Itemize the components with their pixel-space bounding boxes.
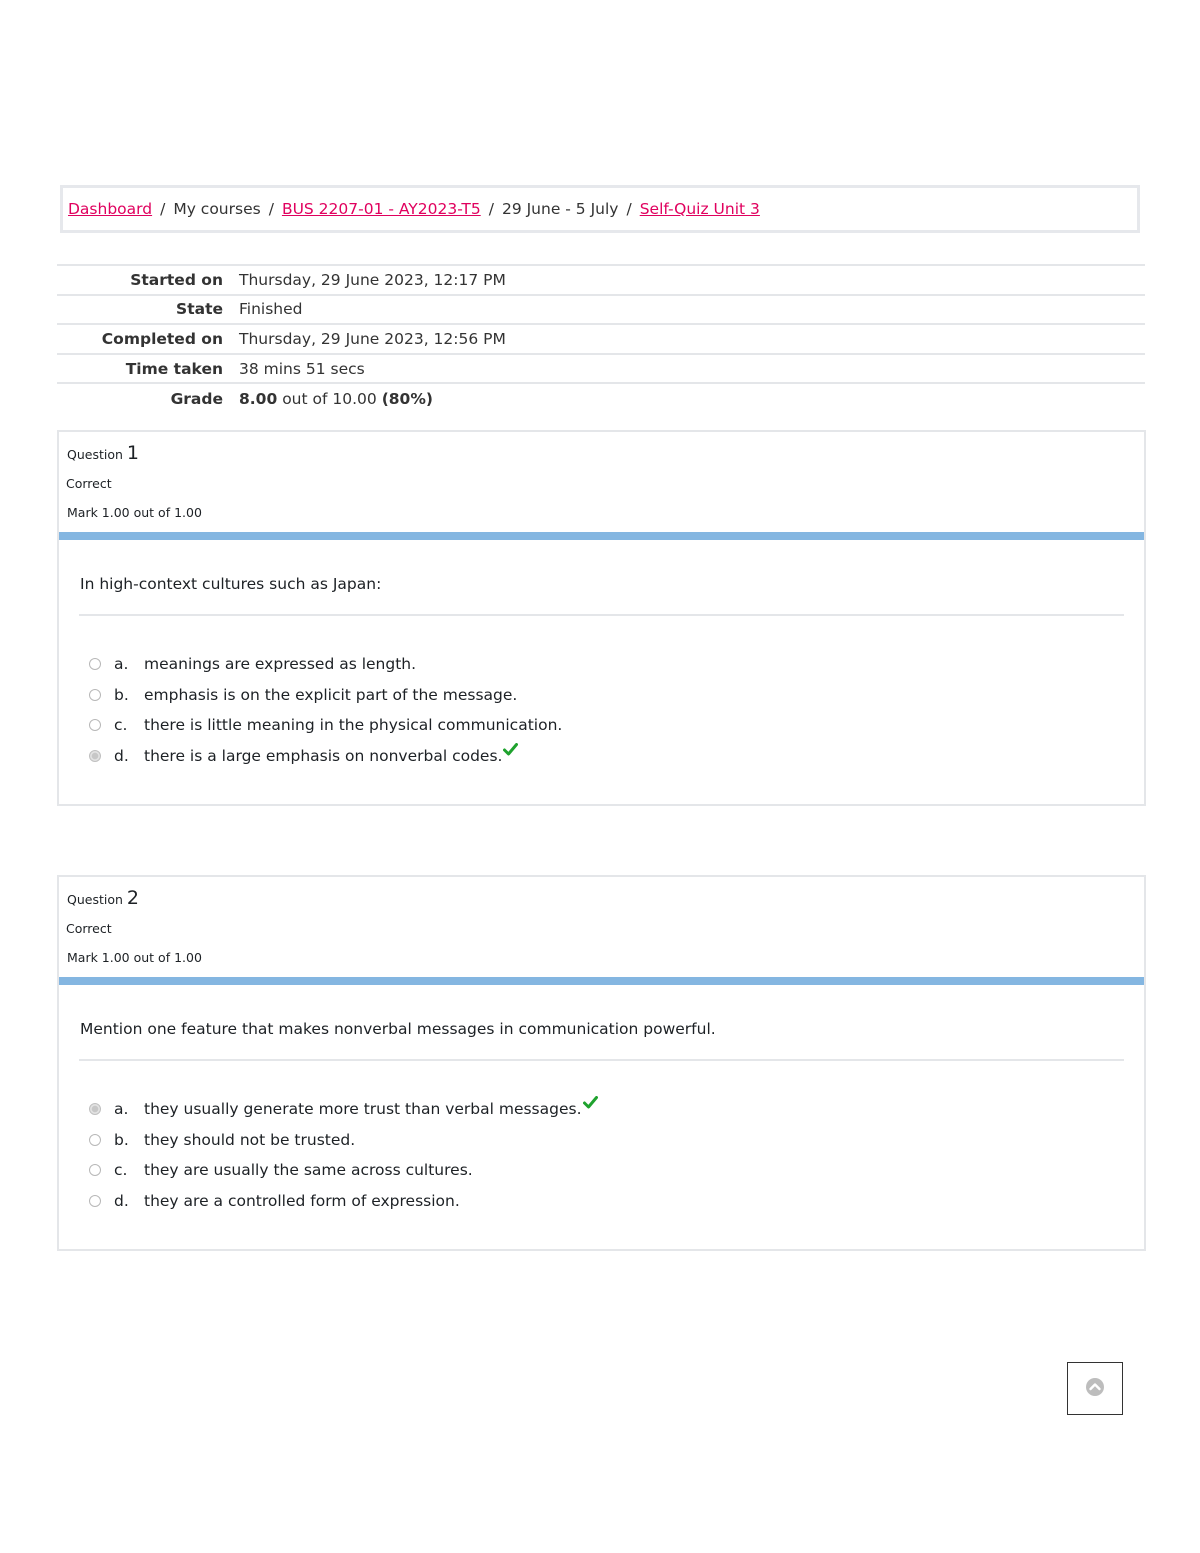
check-icon <box>503 742 518 760</box>
question-number-value: 2 <box>126 887 140 909</box>
answer-letter: d. <box>114 1192 129 1211</box>
answer-text: they are a controlled form of expression. <box>144 1192 460 1211</box>
summary-row-time <box>57 354 1145 384</box>
breadcrumb-quiz[interactable]: Self-Quiz Unit 3 <box>639 200 760 218</box>
grade-percent: (80%) <box>381 389 433 408</box>
breadcrumb-separator: / <box>268 200 274 218</box>
grade-value: 8.00 <box>239 389 278 408</box>
breadcrumb-course[interactable]: BUS 2207-01 - AY2023-T5 <box>281 200 481 218</box>
question-mark: Mark 1.00 out of 1.00 <box>67 505 202 520</box>
completed-value: Thursday, 29 June 2023, 12:56 PM <box>239 329 506 348</box>
answer-letter: a. <box>114 1100 129 1119</box>
breadcrumb-my-courses: My courses <box>173 200 261 218</box>
question-info <box>59 432 1144 532</box>
radio-button[interactable] <box>89 658 101 670</box>
radio-button[interactable] <box>89 719 101 731</box>
question-text: In high-context cultures such as Japan: <box>80 575 382 593</box>
breadcrumb-separator: / <box>488 200 494 218</box>
radio-button[interactable] <box>89 689 101 701</box>
breadcrumb-dashboard[interactable]: Dashboard <box>68 200 153 218</box>
question-label: Question <box>67 892 123 907</box>
answer-list <box>89 649 1124 771</box>
question-info <box>59 877 1144 977</box>
answer-text: emphasis is on the explicit part of the message. <box>144 685 518 704</box>
breadcrumb <box>60 185 1140 233</box>
question-label: Question <box>67 447 123 462</box>
check-icon <box>583 1095 598 1113</box>
radio-button[interactable] <box>89 1195 101 1207</box>
summary-row-grade <box>57 383 1145 413</box>
summary-row-started <box>57 265 1145 295</box>
grade-value-cell <box>239 383 1145 413</box>
state-label: State <box>176 300 223 319</box>
answer-text: they should not be trusted. <box>144 1130 356 1149</box>
answer-text: they usually generate more trust than verbal messages. <box>144 1100 582 1119</box>
started-label: Started on <box>130 270 223 289</box>
answer-option-b[interactable] <box>89 680 1124 711</box>
radio-button-selected[interactable] <box>89 750 101 762</box>
breadcrumb-separator: / <box>160 200 166 218</box>
question-mark: Mark 1.00 out of 1.00 <box>67 950 202 965</box>
summary-row-completed <box>57 324 1145 354</box>
breadcrumb-separator: / <box>626 200 632 218</box>
grade-label: Grade <box>170 389 223 408</box>
answer-letter: a. <box>114 655 129 674</box>
radio-button-selected[interactable] <box>89 1103 101 1115</box>
answer-option-b[interactable] <box>89 1125 1124 1156</box>
question-state: Correct <box>66 921 112 936</box>
radio-button[interactable] <box>89 1134 101 1146</box>
question-text: Mention one feature that makes nonverbal messages in communication powerful. <box>80 1020 716 1038</box>
answer-option-d[interactable] <box>89 741 1124 772</box>
answer-letter: b. <box>114 685 129 704</box>
question-rule <box>79 614 1124 616</box>
question-2 <box>57 875 1146 1251</box>
chevron-up-circle-icon <box>1085 1377 1105 1401</box>
started-value: Thursday, 29 June 2023, 12:17 PM <box>239 270 506 289</box>
radio-button[interactable] <box>89 1164 101 1176</box>
answer-text: there is little meaning in the physical communication. <box>144 716 563 735</box>
answer-letter: d. <box>114 747 129 766</box>
answer-letter: c. <box>114 1161 128 1180</box>
answer-option-a[interactable] <box>89 1094 1124 1125</box>
answer-text: they are usually the same across cultures. <box>144 1161 473 1180</box>
answer-option-a[interactable] <box>89 649 1124 680</box>
answer-letter: b. <box>114 1130 129 1149</box>
breadcrumb-week: 29 June - 5 July <box>501 200 619 218</box>
answer-list <box>89 1094 1124 1216</box>
answer-letter: c. <box>114 716 128 735</box>
answer-text: meanings are expressed as length. <box>144 655 417 674</box>
answer-option-c[interactable] <box>89 710 1124 741</box>
question-1 <box>57 430 1146 806</box>
answer-text: there is a large emphasis on nonverbal codes. <box>144 747 503 766</box>
question-number <box>67 887 139 909</box>
time-label: Time taken <box>125 359 223 378</box>
grade-out-of: out of 10.00 <box>282 389 377 408</box>
question-rule <box>79 1059 1124 1061</box>
question-number-value: 1 <box>126 442 140 464</box>
answer-option-c[interactable] <box>89 1155 1124 1186</box>
completed-label: Completed on <box>101 329 223 348</box>
question-divider <box>59 532 1144 540</box>
state-value: Finished <box>239 300 303 319</box>
answer-option-d[interactable] <box>89 1186 1124 1217</box>
summary-row-state <box>57 295 1145 325</box>
attempt-summary-table <box>57 264 1145 413</box>
time-value: 38 mins 51 secs <box>239 359 365 378</box>
back-to-top-button[interactable] <box>1067 1362 1123 1415</box>
question-state: Correct <box>66 476 112 491</box>
question-number <box>67 442 139 464</box>
question-divider <box>59 977 1144 985</box>
